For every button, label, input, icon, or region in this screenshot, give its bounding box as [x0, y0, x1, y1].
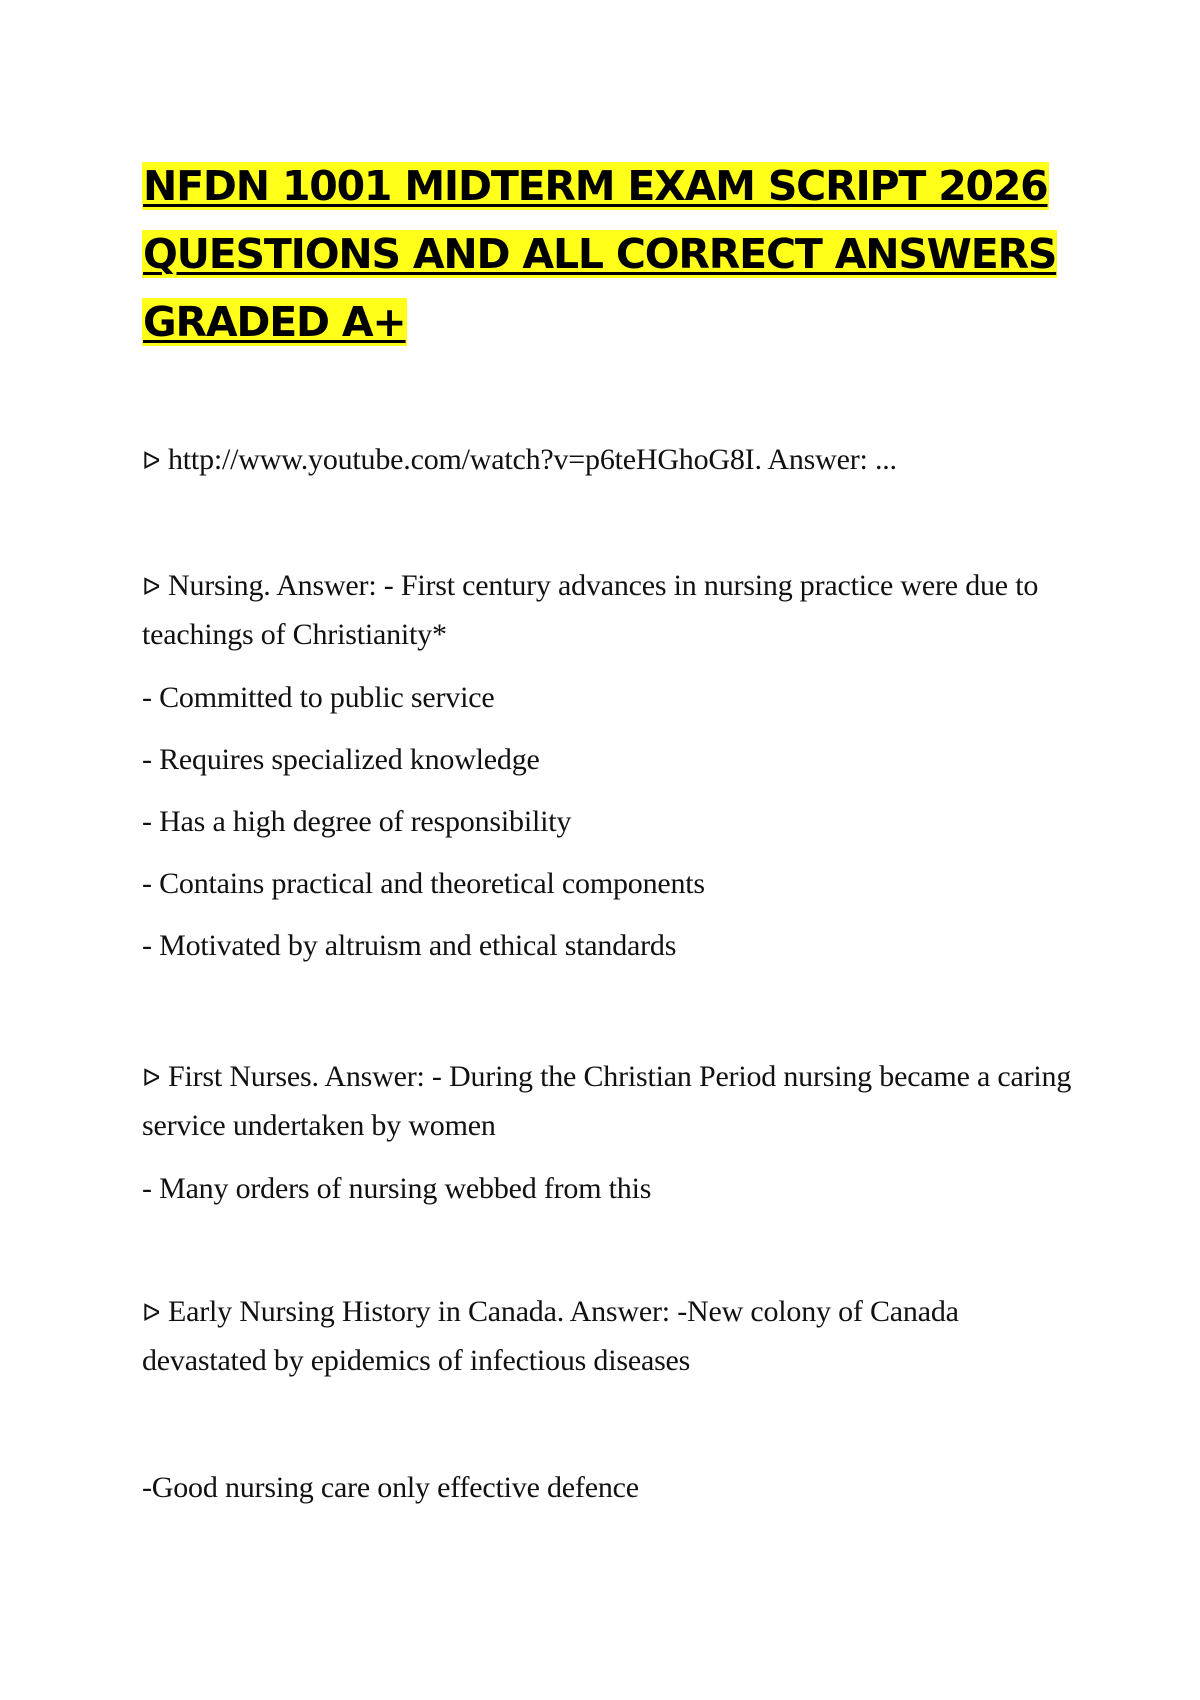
triangle-bullet-icon: ᐅ [142, 447, 161, 475]
triangle-bullet-icon: ᐅ [142, 573, 161, 601]
answer-point: - Has a high degree of responsibility [142, 805, 572, 838]
answer-point: - Requires specialized knowledge [142, 743, 540, 776]
answer-extra [142, 1464, 1072, 1512]
question-answer-text: Nursing. Answer: - First century advances in nursing practice were due to teachings of Christianity* [142, 569, 1039, 651]
answer-points [142, 674, 1072, 970]
document-title [142, 152, 1082, 356]
triangle-bullet-icon: ᐅ [142, 1299, 161, 1327]
answer-point: - Contains practical and theoretical components [142, 867, 705, 900]
question-answer-text: Early Nursing History in Canada. Answer: -New colony of Canada devastated by epidemics of infectious diseases [142, 1295, 959, 1377]
qa-entry-nursing [142, 562, 1072, 659]
answer-point: - Motivated by altruism and ethical standards [142, 929, 677, 962]
question-answer-text: http://www.youtube.com/watch?v=p6teHGhoG8I. Answer: ... [168, 443, 897, 476]
qa-entry-early-nursing-canada [142, 1288, 1072, 1385]
title-line: NFDN 1001 MIDTERM EXAM SCRIPT 2026 [143, 162, 1048, 210]
answer-point: -Good nursing care only effective defence [142, 1471, 639, 1504]
question-answer-text: First Nurses. Answer: - During the Christian Period nursing became a caring service undertaken by women [142, 1060, 1072, 1142]
title-line: QUESTIONS AND ALL CORRECT ANSWERS [143, 230, 1057, 278]
qa-entry-first-nurses [142, 1053, 1072, 1150]
answer-point: - Committed to public service [142, 681, 495, 714]
qa-entry-link [142, 436, 1072, 485]
answer-point: - Many orders of nursing webbed from this [142, 1172, 652, 1205]
answer-points [142, 1165, 1072, 1213]
triangle-bullet-icon: ᐅ [142, 1064, 161, 1092]
title-line: GRADED A+ [143, 298, 406, 346]
